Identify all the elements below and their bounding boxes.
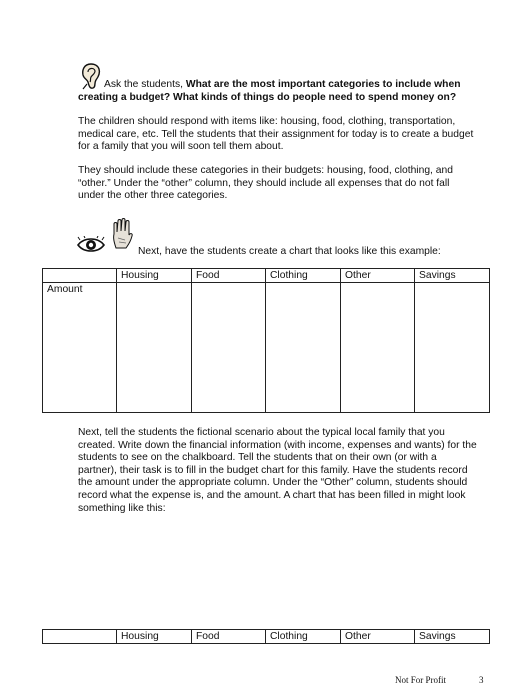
header-food: Food [192, 269, 266, 283]
header-corner [43, 630, 117, 644]
page-number: 3 [479, 675, 484, 685]
response-paragraph: The children should respond with items like: housing, food, clothing, transportation, medical care, etc. Tell the students that their assignment for today is to create a budget for a family that you will soon tell them about. [78, 116, 474, 153]
budget-chart-blank [42, 268, 490, 413]
footer-label: Not For Profit [395, 675, 447, 685]
amount-cell-housing [117, 283, 192, 413]
intro-lead: Ask the students, [104, 79, 186, 90]
header-clothing: Clothing [266, 630, 341, 644]
intro-paragraph [78, 79, 478, 104]
header-other: Other [341, 269, 415, 283]
header-savings: Savings [415, 269, 490, 283]
header-row [43, 269, 490, 283]
amount-cell-clothing [266, 283, 341, 413]
amount-cell-food [192, 283, 266, 413]
header-savings: Savings [415, 630, 490, 644]
header-food: Food [192, 630, 266, 644]
budget-chart-filled [42, 629, 490, 644]
chart-instruction: Next, have the students create a chart that looks like this example: [138, 246, 441, 257]
header-housing: Housing [117, 269, 192, 283]
eye-icon [76, 236, 106, 254]
amount-row [43, 283, 490, 413]
hand-icon [110, 218, 134, 250]
header-corner [43, 269, 117, 283]
amount-cell-savings [415, 283, 490, 413]
header-clothing: Clothing [266, 269, 341, 283]
amount-label: Amount [43, 283, 117, 413]
header-housing: Housing [117, 630, 192, 644]
amount-cell-other [341, 283, 415, 413]
header-row [43, 630, 490, 644]
page-footer [395, 675, 490, 688]
intro-question: What are the most important categories to include when creating a budget? What kinds of things do people need to spend money on? [78, 79, 461, 103]
header-other: Other [341, 630, 415, 644]
categories-paragraph: They should include these categories in their budgets: housing, food, clothing, and “other.” Under the “other” column, they should include all expenses that do not fall under the other three categories. [78, 165, 453, 202]
scenario-paragraph: Next, tell the students the fictional scenario about the typical local family that you created. Write down the financial information (with income, expenses and wants) for the students to see on the chalkboard. Tell the students that on their own (or with a partner), their task is to fill in the budget chart for this family. Have the students record the amount under the appropriate column. Under the “Other” column, students should record what the expense is, and the amount. A chart that has been filled in might look something like this: [78, 427, 477, 514]
